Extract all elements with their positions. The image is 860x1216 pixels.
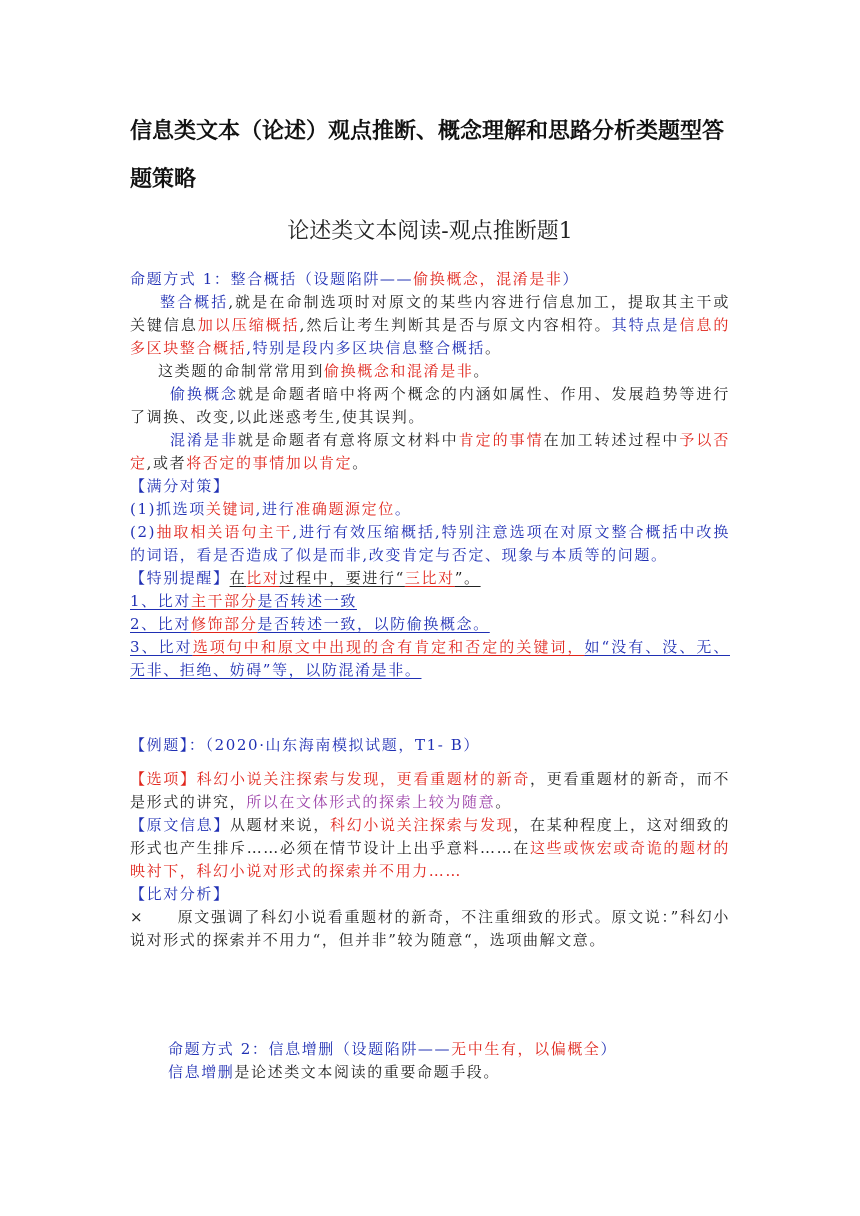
- example-detail-block: [130, 768, 730, 952]
- reminder-item-2: 2、比对修饰部分是否转述一致，以防偷换概念。: [130, 615, 490, 633]
- paragraph-info-add-delete: 信息增删是论述类文本阅读的重要命题手段。: [168, 1063, 501, 1081]
- section-subtitle: 论述类文本阅读-观点推断题1: [287, 219, 573, 244]
- example-heading: 【例题】：（2020·山东海南模拟试题，T1- B）: [130, 736, 480, 754]
- reminder-item-1: 1、比对主干部分是否转述一致: [130, 592, 357, 610]
- paragraph-integration: 整合概括,就是在命制选项时对原文的某些内容进行信息加工，提取其主干或关键信息加以压缩概括,然后让考生判断其是否与原文内容相符。其特点是信息的多区块整合概括,特别是段内多区块信息整合概括。: [130, 293, 730, 357]
- reminder-heading: 【特别提醒】在比对过程中，要进行“三比对”。: [130, 569, 481, 587]
- analysis-heading: 【比对分析】: [130, 885, 230, 903]
- strategy-item-2: (2)抽取相关语句主干,进行有效压缩概括,特别注意选项在对原文整合概括中改换的词语，看是否造成了似是而非,改变肯定与否定、现象与本质等的问题。: [130, 523, 730, 564]
- option-text: 【选项】科幻小说关注探索与发现，更看重题材的新奇，更看重题材的新奇，而不是形式的讲究，所以在文体形式的探索上较为随意。: [130, 770, 730, 811]
- paragraph-methods: 这类题的命制常常用到偷换概念和混淆是非。: [158, 362, 491, 380]
- original-text: 【原文信息】从题材来说，科幻小说关注探索与发现，在某种程度上，这对细致的形式也产生排斥……必须在情节设计上出乎意料……在这些或恢宏或奇诡的题材的映衬下，科幻小说对形式的探索并不用力……: [130, 816, 730, 880]
- method-1-block: [130, 268, 730, 682]
- strategy-item-1: (1)抓选项关键词,进行准确题源定位。: [130, 500, 412, 518]
- method-1-heading: 命题方式 1：整合概括（设题陷阱——偷换概念，混淆是非）: [130, 270, 580, 288]
- analysis-text: × 原文强调了科幻小说看重题材的新奇，不注重细致的形式。原文说：”科幻小说对形式的探索并不用力“，但并非”较为随意“，选项曲解文意。: [130, 908, 730, 949]
- method-2-block: [168, 1038, 730, 1084]
- example-block: [130, 734, 730, 757]
- strategy-heading: 【满分对策】: [130, 477, 230, 495]
- page-title: 信息类文本（论述）观点推断、概念理解和思路分析类题型答题策略: [130, 119, 725, 192]
- method-2-heading: 命题方式 2：信息增删（设题陷阱——无中生有，以偏概全）: [168, 1040, 618, 1058]
- reminder-item-3: 3、比对选项句中和原文中出现的含有肯定和否定的关键词，如“没有、没、无、无非、拒绝、妨碍”等，以防混淆是非。: [130, 638, 730, 679]
- paragraph-confuse-right-wrong: 混淆是非就是命题者有意将原文材料中肯定的事情在加工转述过程中予以否定,或者将否定的事情加以肯定。: [130, 431, 730, 472]
- paragraph-concept-swap: 偷换概念就是命题者暗中将两个概念的内涵如属性、作用、发展趋势等进行了调换、改变,以此迷惑考生,使其误判。: [130, 385, 731, 426]
